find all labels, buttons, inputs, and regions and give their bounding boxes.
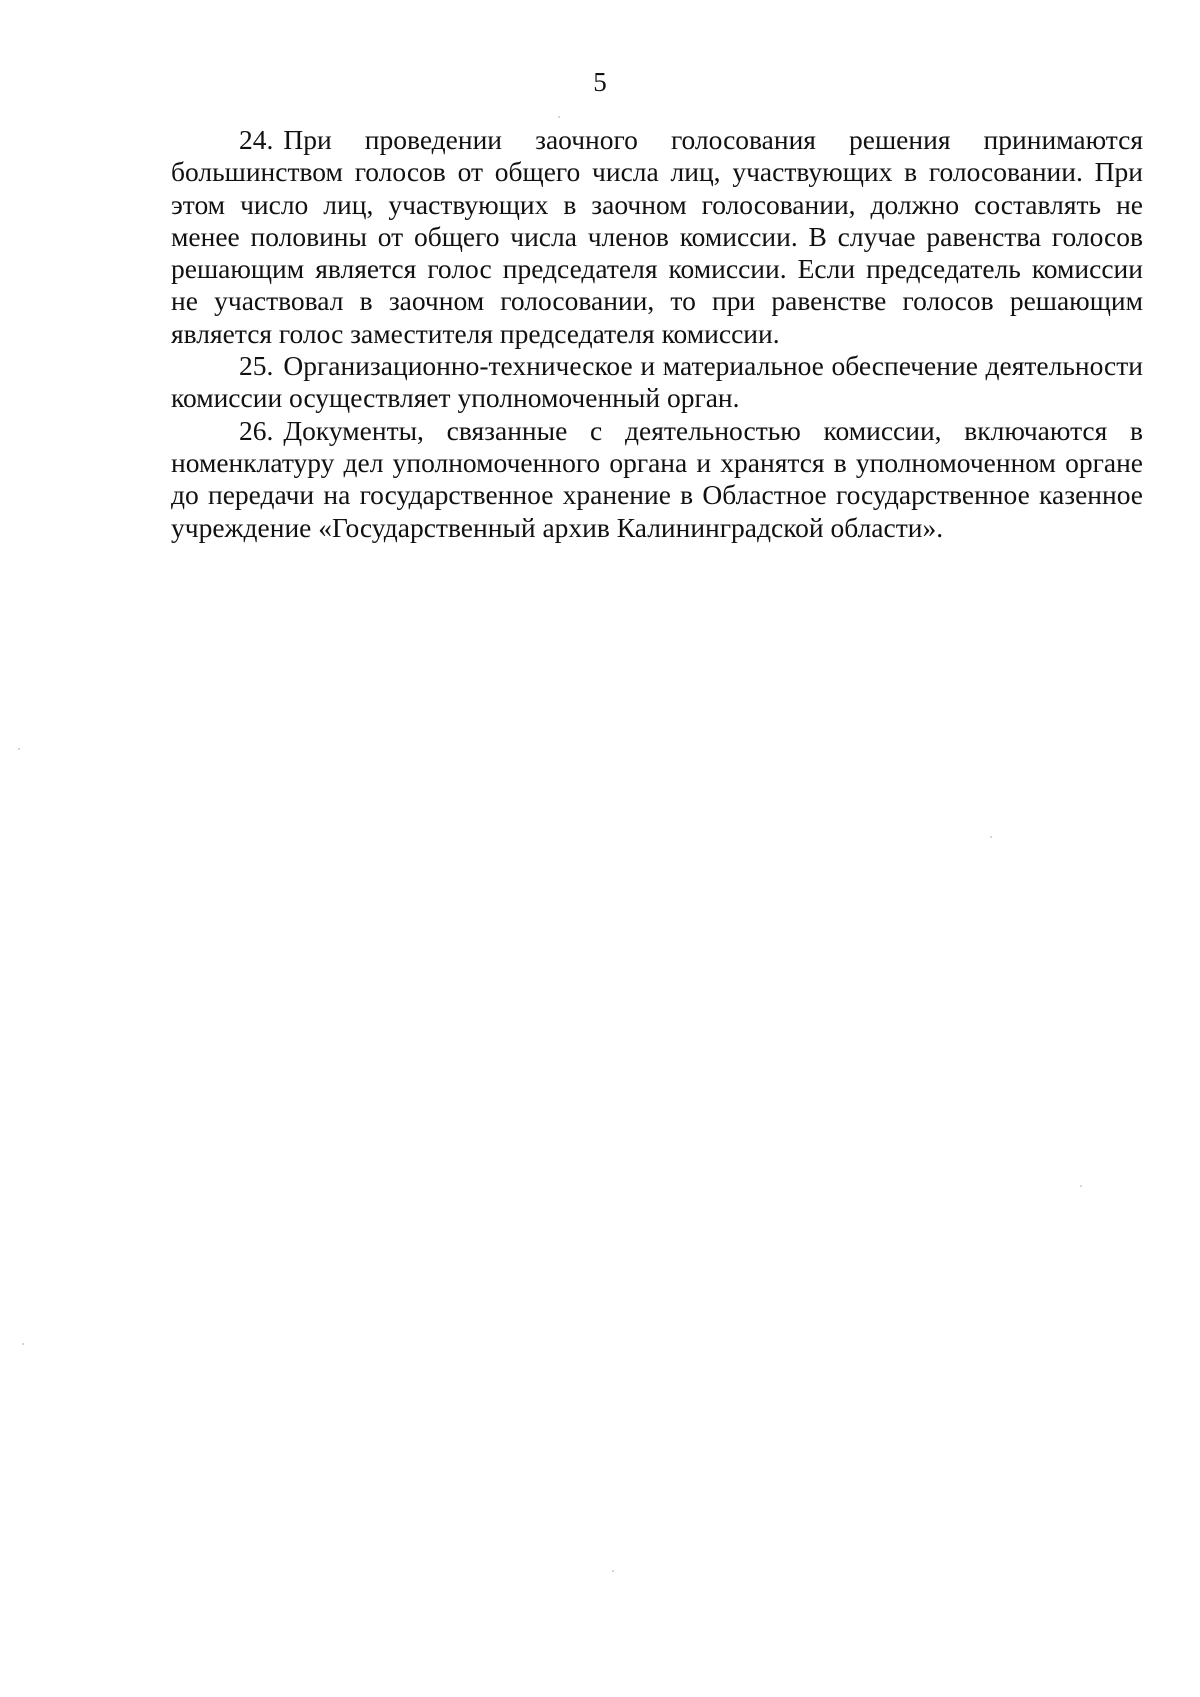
scan-speck bbox=[1080, 1185, 1082, 1187]
scan-speck bbox=[18, 748, 20, 750]
scan-speck bbox=[22, 1343, 24, 1345]
scan-speck bbox=[612, 1570, 614, 1572]
paragraph-text: Организационно-техническое и материальное обеспечение деятельности комиссии осуществляет уполномоченный орган. bbox=[171, 350, 1143, 414]
scan-speck bbox=[990, 836, 992, 838]
paragraph-number: 25. bbox=[239, 350, 274, 382]
document-body bbox=[171, 124, 1143, 544]
paragraph-25 bbox=[171, 350, 1143, 415]
paragraph-24 bbox=[171, 124, 1143, 350]
scan-speck bbox=[558, 116, 560, 118]
paragraph-text: Документы, связанные с деятельностью комиссии, включаются в номенклатуру дел уполномоченного органа и хранятся в уполномоченном органе до передачи на государственное хранение в Областное государственное казенное учреждение «Государственный архив Калининградской области». bbox=[171, 414, 1143, 543]
paragraph-26 bbox=[171, 415, 1143, 544]
page-number: 5 bbox=[593, 67, 607, 97]
paragraph-number: 24. bbox=[239, 124, 274, 155]
paragraph-text: При проведении заочного голосования решения принимаются большинством голосов от общего числа лиц, участвующих в голосовании. При этом число лиц, участвующих в заочном голосовании, должно составлять не менее половины от общего числа членов комиссии. В случае равенства голосов решающим является голос председателя комиссии. Если председатель комиссии не участвовал в заочном голосовании, то при равенстве голосов решающим является голос заместителя председателя комиссии. bbox=[171, 124, 1143, 349]
paragraph-number: 26. bbox=[239, 414, 274, 446]
